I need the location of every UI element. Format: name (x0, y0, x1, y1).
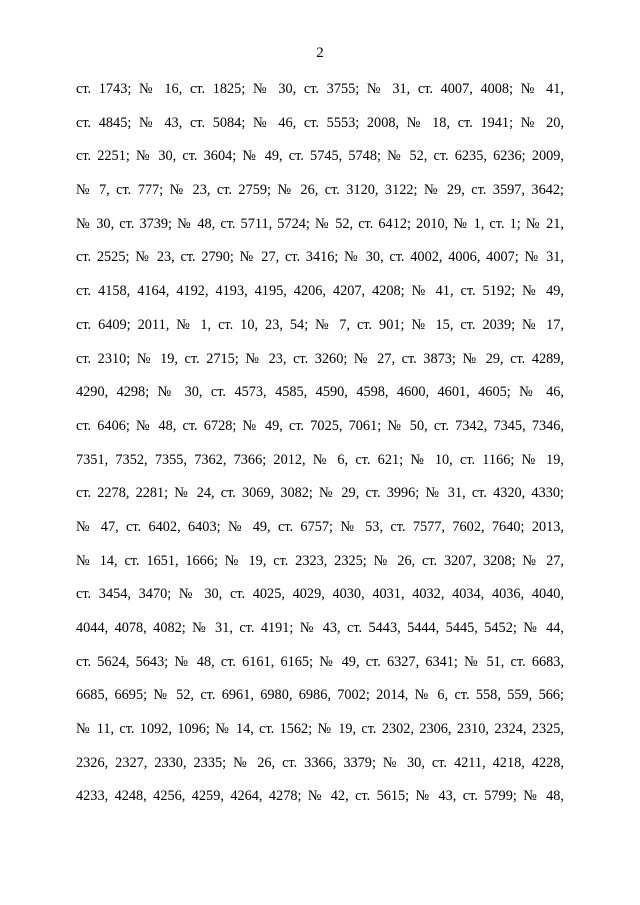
text-line: ст. 6409; 2011, № 1, ст. 10, 23, 54; № 7, ст. 901; № 15, ст. 2039; № 17, (76, 316, 564, 333)
text-line: 7351, 7352, 7355, 7362, 7366; 2012, № 6, ст. 621; № 10, ст. 1166; № 19, (76, 451, 564, 468)
text-line: 4233, 4248, 4256, 4259, 4264, 4278; № 42, ст. 5615; № 43, ст. 5799; № 48, (76, 788, 564, 805)
text-line: № 7, ст. 777; № 23, ст. 2759; № 26, ст. 3120, 3122; № 29, ст. 3597, 3642; (76, 182, 564, 199)
text-line: ст. 5624, 5643; № 48, ст. 6161, 6165; № 49, ст. 6327, 6341; № 51, ст. 6683, (76, 653, 564, 670)
text-line: ст. 3454, 3470; № 30, ст. 4025, 4029, 4030, 4031, 4032, 4034, 4036, 4040, (76, 586, 564, 603)
text-line: 6685, 6695; № 52, ст. 6961, 6980, 6986, 7002; 2014, № 6, ст. 558, 559, 566; (76, 687, 564, 704)
text-line: 4290, 4298; № 30, ст. 4573, 4585, 4590, 4598, 4600, 4601, 4605; № 46, (76, 384, 564, 401)
text-line: 2326, 2327, 2330, 2335; № 26, ст. 3366, 3379; № 30, ст. 4211, 4218, 4228, (76, 754, 564, 771)
text-line: ст. 2310; № 19, ст. 2715; № 23, ст. 3260; № 27, ст. 3873; № 29, ст. 4289, (76, 350, 564, 367)
text-line: ст. 2525; № 23, ст. 2790; № 27, ст. 3416; № 30, ст. 4002, 4006, 4007; № 31, (76, 249, 564, 266)
text-line: № 47, ст. 6402, 6403; № 49, ст. 6757; № 53, ст. 7577, 7602, 7640; 2013, (76, 518, 564, 535)
text-line: № 11, ст. 1092, 1096; № 14, ст. 1562; № 19, ст. 2302, 2306, 2310, 2324, 2325, (76, 721, 564, 738)
text-line: ст. 6406; № 48, ст. 6728; № 49, ст. 7025, 7061; № 50, ст. 7342, 7345, 7346, (76, 417, 564, 434)
text-line: ст. 4158, 4164, 4192, 4193, 4195, 4206, 4207, 4208; № 41, ст. 5192; № 49, (76, 283, 564, 300)
body-text (76, 76, 564, 817)
text-line: ст. 1743; № 16, ст. 1825; № 30, ст. 3755; № 31, ст. 4007, 4008; № 41, (76, 81, 564, 97)
page-number: 2 (316, 45, 324, 61)
text-line: 4044, 4078, 4082; № 31, ст. 4191; № 43, ст. 5443, 5444, 5445, 5452; № 44, (76, 620, 564, 636)
text-line: ст. 2251; № 30, ст. 3604; № 49, ст. 5745, 5748; № 52, ст. 6235, 6236; 2009, (76, 148, 564, 165)
text-line: № 14, ст. 1651, 1666; № 19, ст. 2323, 2325; № 26, ст. 3207, 3208; № 27, (76, 552, 564, 569)
text-line: ст. 2278, 2281; № 24, ст. 3069, 3082; № 29, ст. 3996; № 31, ст. 4320, 4330; (76, 485, 564, 502)
text-line: № 30, ст. 3739; № 48, ст. 5711, 5724; № 52, ст. 6412; 2010, № 1, ст. 1; № 21, (76, 215, 564, 232)
text-line: ст. 4845; № 43, ст. 5084; № 46, ст. 5553; 2008, № 18, ст. 1941; № 20, (76, 114, 564, 131)
